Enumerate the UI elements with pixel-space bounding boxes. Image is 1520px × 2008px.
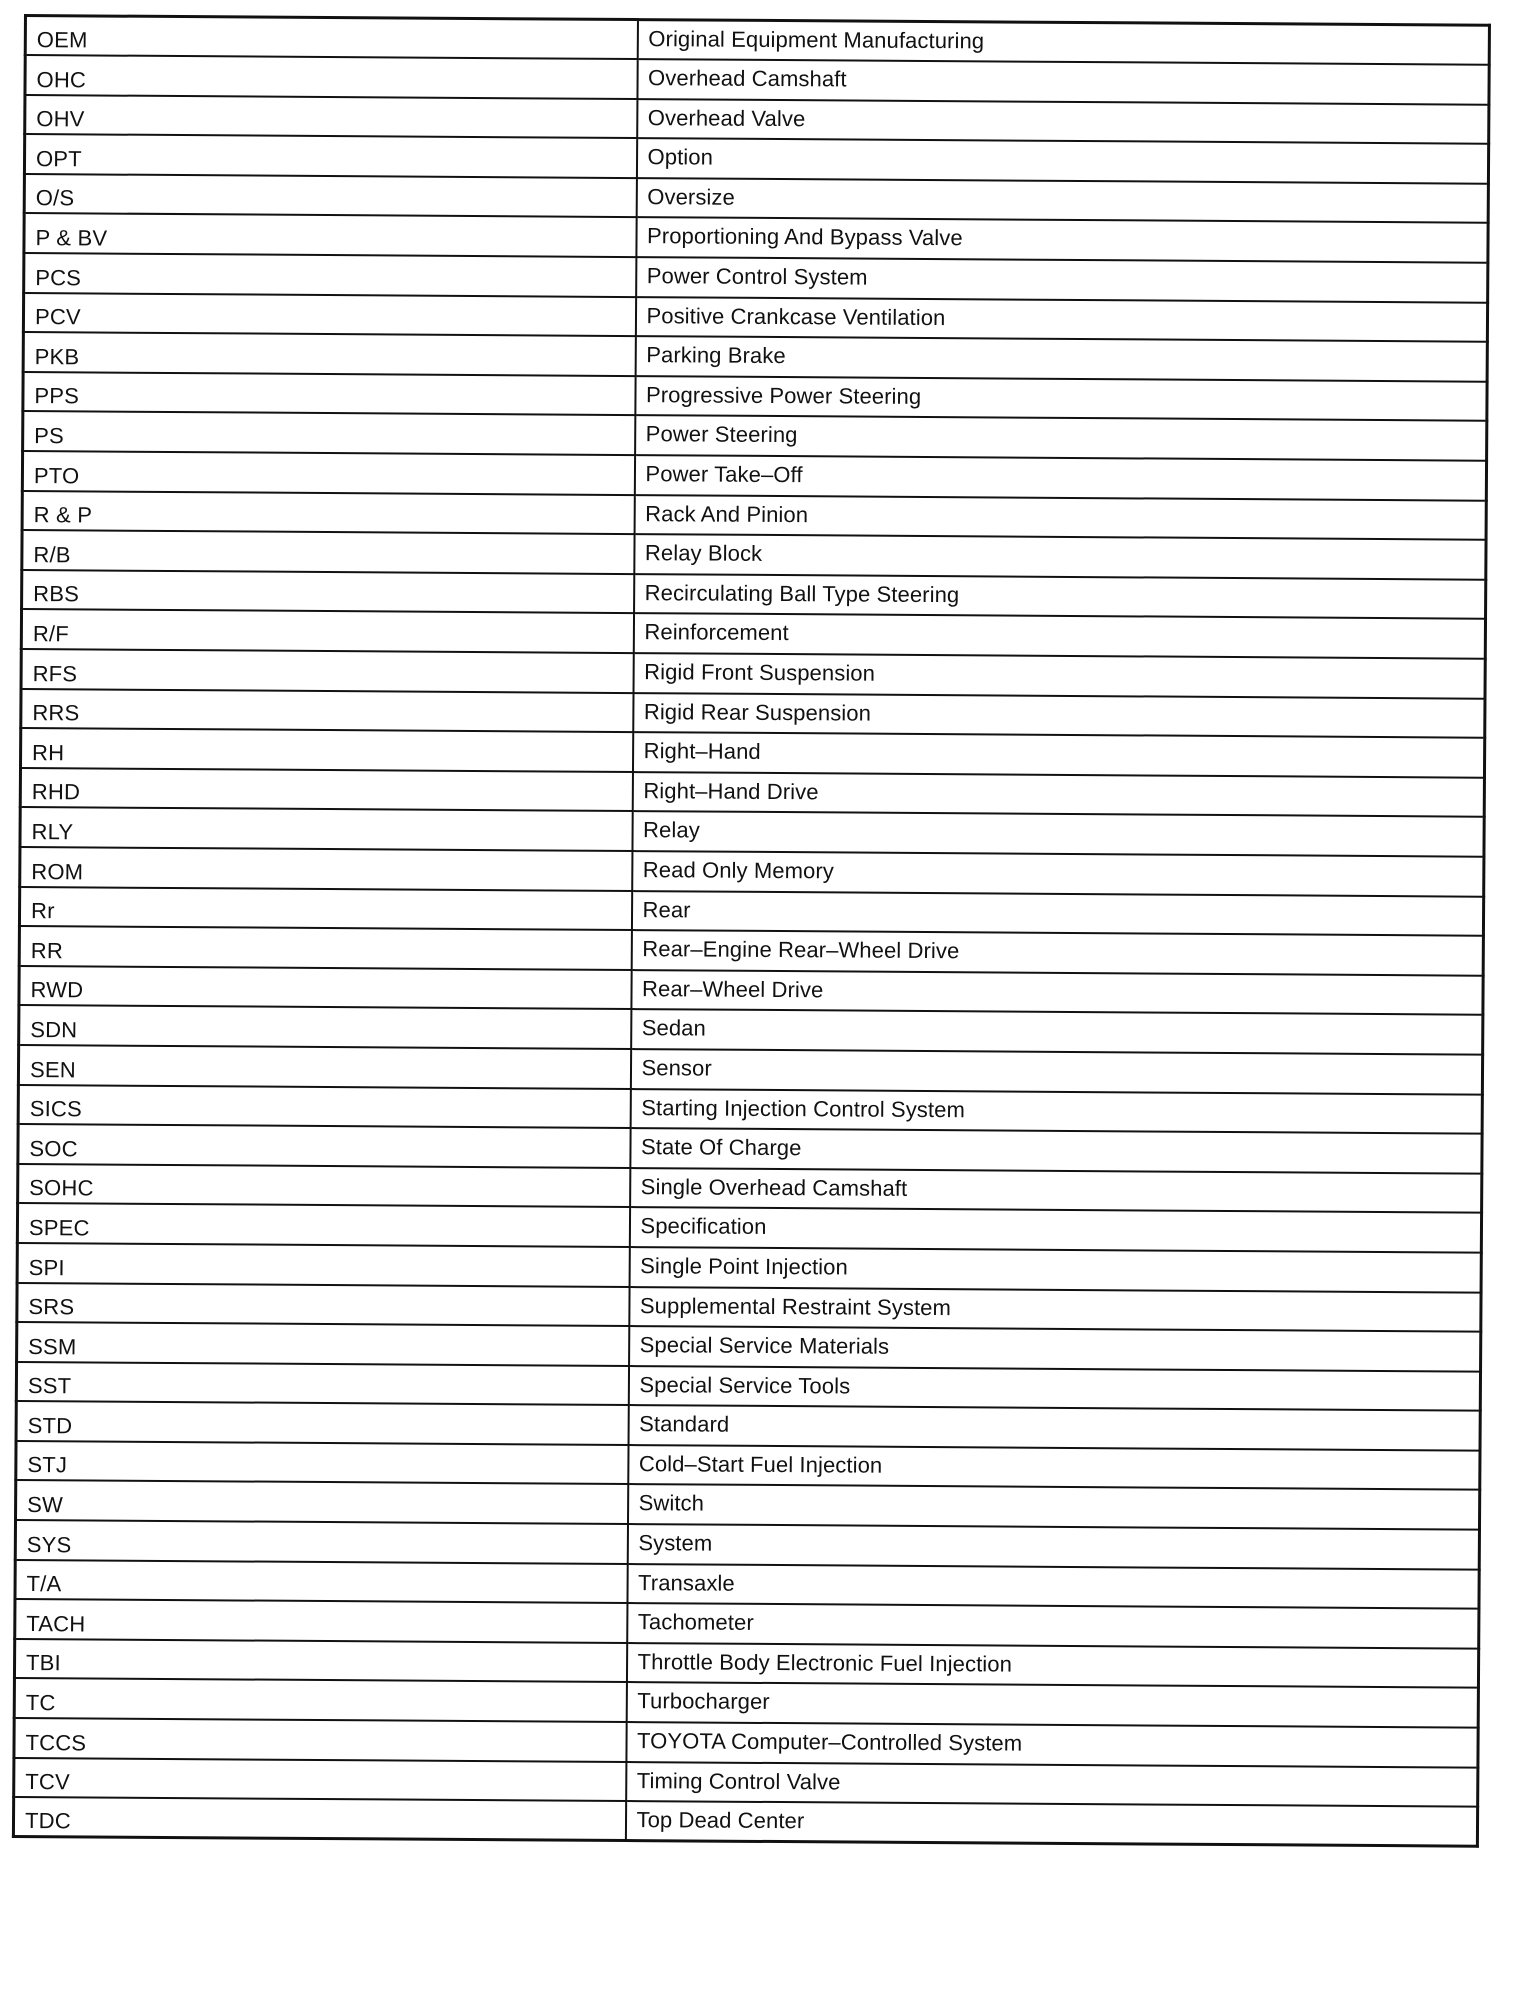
meaning-cell: Right–Hand Drive (632, 772, 1484, 817)
meaning-cell: Rigid Front Suspension (633, 653, 1485, 698)
abbreviation-cell: SOC (18, 1124, 630, 1168)
meaning-cell: Rear (631, 891, 1483, 936)
abbreviation-cell: STD (16, 1401, 628, 1445)
meaning-cell: Specification (629, 1207, 1481, 1252)
meaning-cell: Overhead Camshaft (637, 59, 1489, 104)
meaning-cell: Switch (627, 1485, 1479, 1530)
document-page (12, 14, 1488, 1848)
meaning-cell: Rear–Engine Rear–Wheel Drive (631, 930, 1483, 975)
abbreviation-cell: SPEC (17, 1203, 629, 1247)
abbreviation-cell: SSM (17, 1322, 629, 1366)
meaning-cell: Power Control System (636, 257, 1488, 302)
abbreviation-cell: SW (16, 1480, 628, 1524)
abbreviation-table (12, 14, 1491, 1848)
abbreviation-cell: RWD (19, 966, 631, 1010)
abbreviation-cell: R/F (21, 609, 633, 653)
meaning-cell: Sensor (630, 1049, 1482, 1094)
meaning-cell: Rear–Wheel Drive (631, 970, 1483, 1015)
abbreviation-cell: STJ (16, 1441, 628, 1485)
abbreviation-cell: SOHC (18, 1164, 630, 1208)
abbreviation-cell: OEM (25, 16, 637, 60)
meaning-cell: State Of Charge (630, 1128, 1482, 1173)
meaning-cell: Proportioning And Bypass Valve (636, 218, 1488, 263)
abbreviation-cell: SYS (15, 1520, 627, 1564)
abbreviation-cell: RBS (22, 570, 634, 614)
abbreviation-cell: ROM (20, 847, 632, 891)
meaning-cell: Sedan (631, 1009, 1483, 1054)
meaning-cell: Timing Control Valve (626, 1762, 1478, 1807)
abbreviation-cell: TBI (14, 1639, 626, 1683)
meaning-cell: Relay (632, 811, 1484, 856)
abbreviation-cell: TCV (14, 1758, 626, 1802)
abbreviation-cell: RRS (21, 689, 633, 733)
abbreviation-table-body (13, 16, 1489, 1847)
meaning-cell: Overhead Valve (637, 99, 1489, 144)
abbreviation-cell: SEN (18, 1045, 630, 1089)
meaning-cell: Original Equipment Manufacturing (637, 20, 1489, 65)
meaning-cell: Power Take–Off (634, 455, 1486, 500)
meaning-cell: Cold–Start Fuel Injection (628, 1445, 1480, 1490)
abbreviation-cell: RHD (20, 768, 632, 812)
abbreviation-cell: OHC (25, 55, 637, 99)
meaning-cell: Read Only Memory (632, 851, 1484, 896)
abbreviation-cell: PTO (22, 451, 634, 495)
meaning-cell: Progressive Power Steering (635, 376, 1487, 421)
abbreviation-cell: R/B (22, 530, 634, 574)
meaning-cell: Starting Injection Control System (630, 1089, 1482, 1134)
meaning-cell: Single Overhead Camshaft (630, 1168, 1482, 1213)
abbreviation-cell: RLY (20, 807, 632, 851)
meaning-cell: Single Point Injection (629, 1247, 1481, 1292)
meaning-cell: TOYOTA Computer–Controlled System (626, 1722, 1478, 1767)
meaning-cell: Positive Crankcase Ventilation (635, 297, 1487, 342)
abbreviation-cell: T/A (15, 1560, 627, 1604)
abbreviation-cell: TDC (13, 1797, 625, 1841)
abbreviation-cell: TCCS (14, 1718, 626, 1762)
abbreviation-cell: SRS (17, 1282, 629, 1326)
abbreviation-cell: R & P (22, 491, 634, 535)
meaning-cell: Rigid Rear Suspension (633, 693, 1485, 738)
abbreviation-cell: RH (21, 728, 633, 772)
meaning-cell: Transaxle (627, 1564, 1479, 1609)
meaning-cell: Parking Brake (635, 336, 1487, 381)
meaning-cell: Reinforcement (633, 613, 1485, 658)
abbreviation-cell: TACH (15, 1599, 627, 1643)
meaning-cell: Power Steering (635, 415, 1487, 460)
abbreviation-cell: SICS (18, 1085, 630, 1129)
abbreviation-cell: Rr (19, 887, 631, 931)
abbreviation-cell: TC (14, 1678, 626, 1722)
abbreviation-cell: PCS (24, 253, 636, 297)
abbreviation-cell: O/S (24, 174, 636, 218)
meaning-cell: Special Service Materials (629, 1326, 1481, 1371)
meaning-cell: Right–Hand (632, 732, 1484, 777)
meaning-cell: System (627, 1524, 1479, 1569)
abbreviation-cell: SST (16, 1362, 628, 1406)
abbreviation-cell: PCV (23, 293, 635, 337)
table-row (13, 1797, 1477, 1846)
meaning-cell: Option (636, 138, 1488, 183)
abbreviation-cell: RFS (21, 649, 633, 693)
meaning-cell: Top Dead Center (625, 1801, 1477, 1846)
meaning-cell: Supplemental Restraint System (629, 1287, 1481, 1332)
abbreviation-cell: OHV (25, 95, 637, 139)
meaning-cell: Turbocharger (626, 1682, 1478, 1727)
abbreviation-cell: RR (19, 926, 631, 970)
meaning-cell: Relay Block (634, 534, 1486, 579)
meaning-cell: Tachometer (627, 1603, 1479, 1648)
abbreviation-cell: PKB (23, 332, 635, 376)
meaning-cell: Recirculating Ball Type Steering (634, 574, 1486, 619)
abbreviation-cell: SDN (19, 1005, 631, 1049)
meaning-cell: Throttle Body Electronic Fuel Injection (626, 1643, 1478, 1688)
abbreviation-cell: PPS (23, 372, 635, 416)
meaning-cell: Oversize (636, 178, 1488, 223)
abbreviation-cell: SPI (17, 1243, 629, 1287)
meaning-cell: Standard (628, 1405, 1480, 1450)
meaning-cell: Special Service Tools (628, 1366, 1480, 1411)
meaning-cell: Rack And Pinion (634, 495, 1486, 540)
abbreviation-cell: P & BV (24, 213, 636, 257)
abbreviation-cell: OPT (24, 134, 636, 178)
abbreviation-cell: PS (23, 411, 635, 455)
